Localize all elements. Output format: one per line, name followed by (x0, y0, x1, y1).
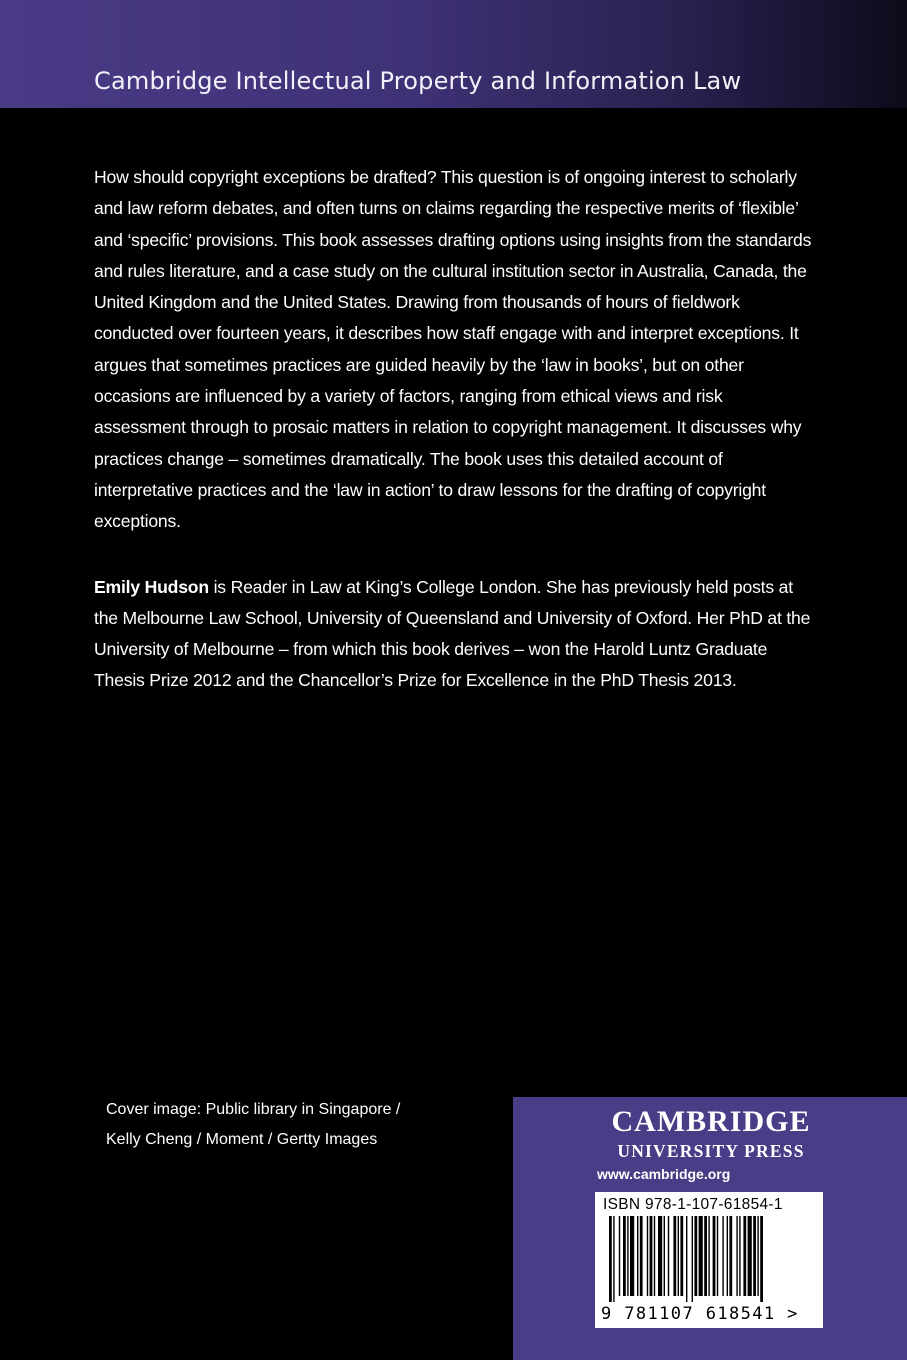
isbn-label: ISBN 978-1-107-61854-1 (603, 1196, 783, 1213)
cover-credit-line-2: Kelly Cheng / Moment / Gertty Images (106, 1131, 378, 1148)
barcode-bar (686, 1216, 687, 1302)
barcode-bar (630, 1216, 634, 1296)
barcode-bar (757, 1216, 758, 1296)
publisher-url: www.cambridge.org (597, 1166, 731, 1182)
barcode-bar (673, 1216, 676, 1296)
barcode-bar (609, 1216, 612, 1302)
barcode-bar (743, 1216, 746, 1296)
author-bio-text: is Reader in Law at King’s College London. She has previously held posts at the Melbourne Law School, University of Queensland and University of Oxford. Her PhD at the University of Melbourne – from which this book derives – won the Harold Luntz Graduate Thesis Prize 2012 and the Chancellor’s Prize for Excellence in the PhD Thesis 2013. (94, 577, 811, 690)
barcode-bar (692, 1216, 693, 1302)
series-title: Cambridge Intellectual Property and Information Law (94, 67, 742, 95)
series-band (0, 0, 907, 108)
barcode-bar (637, 1216, 638, 1296)
barcode-bar (664, 1216, 665, 1296)
author-bio (94, 572, 814, 696)
barcode-bar (739, 1216, 740, 1296)
cover-credit-line-1: Cover image: Public library in Singapore / (106, 1101, 401, 1118)
barcode-bar (627, 1216, 628, 1296)
book-blurb: How should copyright exceptions be drafted? This question is of ongoing interest to scholarly and law reform debates, and often turns on claims regarding the respective merits of ‘flexible’ and ‘specific’ provisions. This book assesses drafting options using insights from the standards and rules literature, and a case study on the cultural institution sector in Australia, Canada, the United Kingdom and the United States. Drawing from thousands of hours of fieldwork conducted over fourteen years, it describes how staff engage with and interpret exceptions. It argues that sometimes practices are guided heavily by the ‘law in books’, but on other occasions are influenced by a variety of factors, ranging from ethical views and risk assessment through to prosaic matters in relation to copyright management. It discusses why practices change – sometimes dramatically. The book uses this detailed account of interpretative practices and the ‘law in action’ to draw lessons for the drafting of copyright exceptions. (94, 167, 812, 532)
barcode-bar (668, 1216, 669, 1296)
barcode-bar (699, 1216, 703, 1296)
barcode-bar (680, 1216, 683, 1296)
barcode-bar (647, 1216, 648, 1296)
barcode-bar (694, 1216, 697, 1296)
barcode-bar (708, 1216, 709, 1296)
barcode-bar (619, 1216, 620, 1296)
publisher-logo-name: CAMBRIDGE (611, 1105, 811, 1138)
cover-credit (106, 1095, 400, 1155)
barcode-icon (603, 1216, 815, 1302)
barcode-bar (650, 1216, 653, 1296)
barcode-bar (613, 1216, 614, 1302)
barcode-bar (678, 1216, 679, 1296)
barcode-bar (717, 1216, 718, 1296)
barcode-bar (727, 1216, 728, 1296)
barcode-bar (722, 1216, 723, 1296)
barcode-digits (601, 1304, 821, 1324)
barcode-bar (736, 1216, 737, 1296)
barcode-bar (658, 1216, 662, 1296)
barcode-number: 9 781107 618541 (601, 1304, 776, 1324)
publisher-panel (513, 1097, 907, 1360)
barcode-bar (713, 1216, 716, 1296)
barcode-bar (748, 1216, 752, 1296)
author-name: Emily Hudson (94, 577, 209, 597)
barcode-box (595, 1192, 823, 1328)
barcode-bar (729, 1216, 732, 1296)
barcode-bar (623, 1216, 626, 1296)
barcode-bar (640, 1216, 643, 1296)
barcode-bar (753, 1216, 756, 1296)
publisher-logo-press: UNIVERSITY PRESS (617, 1141, 805, 1161)
barcode-bar (654, 1216, 655, 1296)
barcode-bar (704, 1216, 707, 1296)
barcode-bar (760, 1216, 763, 1302)
barcode-quiet-marker: > (787, 1304, 799, 1324)
